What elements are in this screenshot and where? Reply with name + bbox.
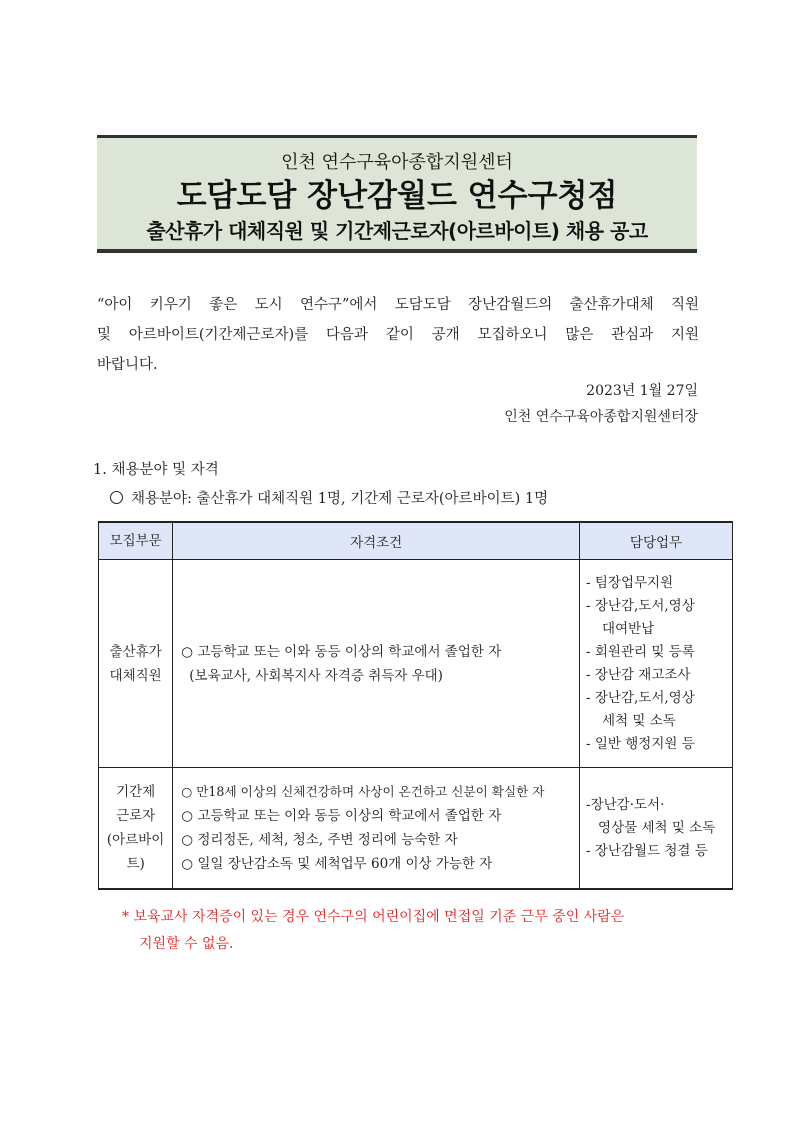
qual-line: ○ 정리정돈, 세척, 청소, 주변 정리에 능숙한 자: [181, 832, 458, 848]
duties-cell: [580, 768, 733, 890]
intro-paragraph: [97, 290, 699, 380]
recruit-field: [110, 487, 548, 508]
duty-line: - 장난감 재고조사: [586, 666, 691, 683]
note-line-2: 지원할 수 없음.: [139, 936, 234, 952]
duty-line: 영상물 세척 및 소독: [598, 819, 716, 836]
dept-line: 기간제: [116, 784, 156, 800]
qual-line: ○ 고등학교 또는 이와 동등 이상의 학교에서 졸업한 자: [181, 643, 502, 660]
eligibility-note: [122, 904, 702, 958]
intro-line-3: 바랍니다.: [97, 357, 158, 373]
duties-cell: [580, 560, 733, 768]
circle-bullet-icon: [110, 491, 123, 504]
duty-line: 세척 및 소독: [602, 712, 676, 729]
dept-line: 출산휴가: [109, 643, 162, 660]
intro-line-1: “아이 키우기 좋은 도시 연수구”에서 도담도담 장난감월드의 출산휴가대체 직원: [97, 297, 699, 313]
note-line-1: * 보육교사 자격증이 있는 경우 연수구의 어린이집에 면접일 기준 근무 중인 사람은: [122, 909, 625, 925]
duty-line: 대여반납: [602, 620, 655, 637]
qual-line: ○ 고등학교 또는 이와 동등 이상의 학교에서 졸업한 자: [181, 808, 502, 824]
duty-line: - 팀장업무지원: [586, 574, 674, 591]
dept-cell: [99, 768, 173, 890]
dept-line: 대체직원: [109, 667, 162, 684]
duty-line: - 장난감월드 청결 등: [586, 842, 708, 859]
table-row: [99, 560, 733, 768]
table-row: [99, 768, 733, 890]
intro-line-2: 및 아르바이트(기간제근로자)를 다음과 같이 공개 모집하오니 많은 관심과 지원: [97, 327, 699, 343]
duty-line: - 회원관리 및 등록: [586, 643, 695, 660]
dept-line: (아르바이트): [106, 832, 165, 872]
header-duties: 담당업무: [580, 522, 733, 560]
recruitment-table: [98, 521, 733, 890]
banner-org: 인천 연수구육아종합지원센터: [281, 152, 513, 173]
table-header-row: [99, 522, 733, 560]
qual-line: ○ 만18세 이상의 신체건강하며 사상이 온건하고 신분이 확실한 자: [181, 784, 545, 799]
section-1-heading: 1. 채용분야 및 자격: [93, 462, 219, 478]
qual-line: ○ 일일 장난감소독 및 세척업무 60개 이상 가능한 자: [181, 856, 493, 872]
quals-cell: [173, 768, 580, 890]
dept-cell: [99, 560, 173, 768]
banner-subtitle: 출산휴가 대체직원 및 기간제근로자(아르바이트) 채용 공고: [146, 219, 648, 243]
recruit-field-text: 채용분야: 출산휴가 대체직원 1명, 기간제 근로자(아르바이트) 1명: [131, 491, 549, 507]
title-banner: [97, 135, 697, 253]
quals-cell: [173, 560, 580, 768]
signer: 인천 연수구육아종합지원센터장: [504, 409, 698, 425]
duty-line: - 장난감,도서,영상: [586, 689, 695, 706]
duty-line: - 장난감,도서,영상: [586, 597, 695, 614]
duty-line: -장난감·도서·: [586, 796, 665, 813]
dept-line: 근로자: [116, 808, 156, 824]
header-quals: 자격조건: [173, 522, 580, 560]
duty-line: - 일반 행정지원 등: [586, 735, 695, 752]
banner-title: 도담도담 장난감월드 연수구청점: [176, 178, 618, 214]
announcement-date: 2023년 1월 27일: [586, 383, 698, 399]
header-dept: 모집부문: [99, 522, 173, 560]
qual-line: (보육교사, 사회복지사 자격증 취득자 우대): [189, 667, 443, 684]
